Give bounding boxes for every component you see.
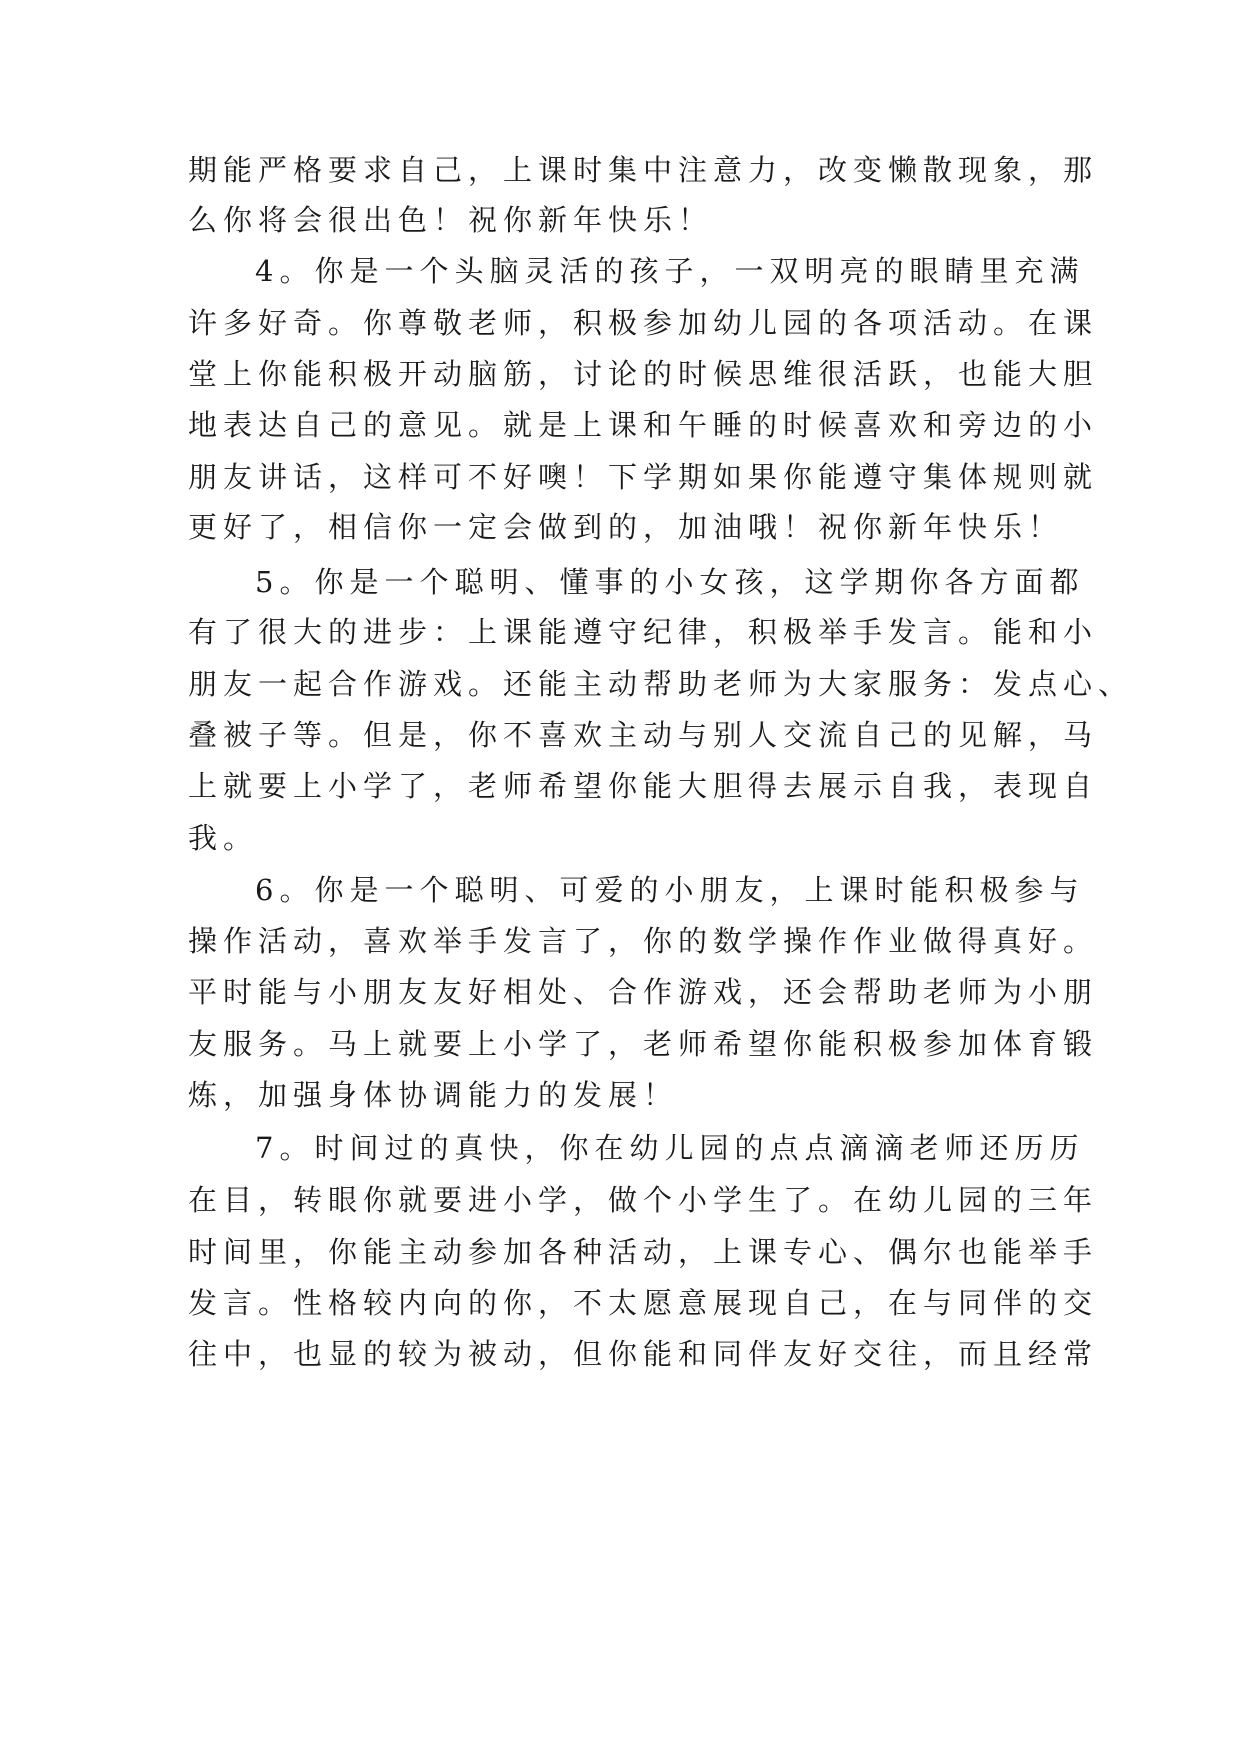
- paragraph-5-first-line: 5。你是一个聪明、懂事的小女孩，这学期你各方面都: [255, 565, 1085, 599]
- text-line: 发言。性格较内向的你，不太愿意展现自己，在与同伴的交: [188, 1286, 1099, 1320]
- text-line: 地表达自己的意见。就是上课和午睡的时候喜欢和旁边的小: [188, 408, 1099, 442]
- text-line: 朋友一起合作游戏。还能主动帮助老师为大家服务：发点心、: [188, 667, 1134, 701]
- text-line: 有了很大的进步：上课能遵守纪律，积极举手发言。能和小: [188, 615, 1099, 649]
- text-line: 操作活动，喜欢举手发言了，你的数学操作作业做得真好。: [188, 924, 1099, 958]
- text-line: 期能严格要求自己，上课时集中注意力，改变懒散现象，那: [188, 153, 1099, 187]
- text-line: 许多好奇。你尊敬老师，积极参加幼儿园的各项活动。在课: [188, 306, 1099, 340]
- text-line: 时间里，你能主动参加各种活动，上课专心、偶尔也能举手: [188, 1235, 1099, 1269]
- text-line: 炼，加强身体协调能力的发展！: [188, 1078, 679, 1112]
- text-line: 朋友讲话，这样可不好噢！下学期如果你能遵守集体规则就: [188, 460, 1099, 494]
- paragraph-4-first-line: 4。你是一个头脑灵活的孩子，一双明亮的眼睛里充满: [255, 254, 1085, 288]
- text-line: 平时能与小朋友友好相处、合作游戏，还会帮助老师为小朋: [188, 975, 1099, 1009]
- text-line: 叠被子等。但是，你不喜欢主动与别人交流自己的见解，马: [188, 718, 1099, 752]
- text-line: 更好了，相信你一定会做到的，加油哦！祝你新年快乐！: [188, 510, 1064, 544]
- text-line: 往中，也显的较为被动，但你能和同伴友好交往，而且经常: [188, 1337, 1099, 1371]
- text-line: 堂上你能积极开动脑筋，讨论的时候思维很活跃，也能大胆: [188, 357, 1099, 391]
- paragraph-6-first-line: 6。你是一个聪明、可爱的小朋友，上课时能积极参与: [255, 873, 1085, 907]
- text-line: 友服务。马上就要上小学了，老师希望你能积极参加体育锻: [188, 1027, 1099, 1061]
- text-line: 上就要上小学了，老师希望你能大胆得去展示自我，表现自: [188, 769, 1099, 803]
- text-line: 么你将会很出色！祝你新年快乐！: [188, 203, 714, 237]
- text-line: 我。: [188, 821, 259, 855]
- text-line: 在目，转眼你就要进小学，做个小学生了。在幼儿园的三年: [188, 1183, 1099, 1217]
- paragraph-7-first-line: 7。时间过的真快，你在幼儿园的点点滴滴老师还历历: [255, 1131, 1085, 1165]
